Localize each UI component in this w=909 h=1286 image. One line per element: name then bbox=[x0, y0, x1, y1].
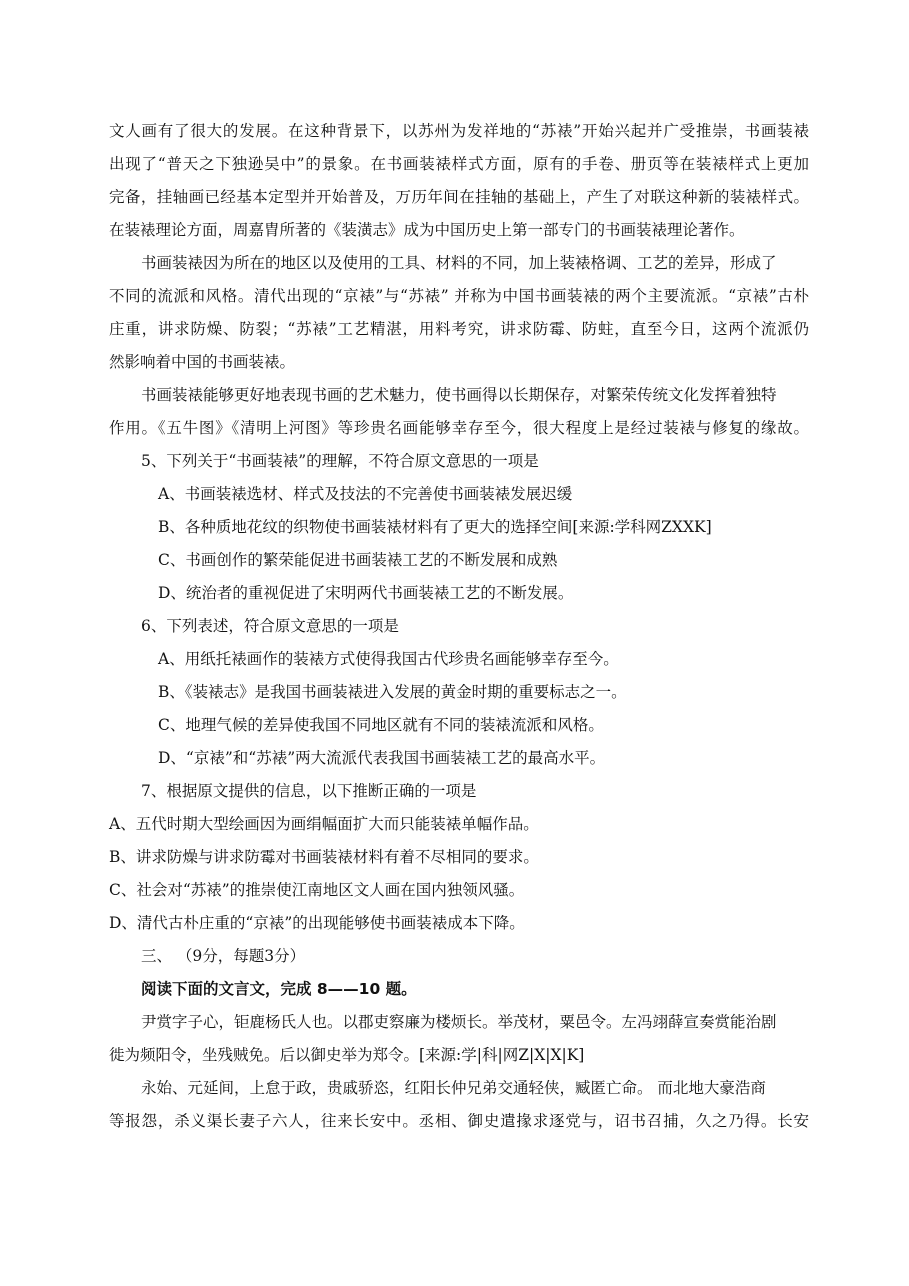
classical-text-line: 等报怨，杀义渠长妻子六人，往来长安中。丞相、御史遣掾求逐党与，诏书召捕，久之乃得。长安 bbox=[109, 1112, 809, 1130]
question-6-option-a: A、用纸托裱画作的装裱方式使得我国古代珍贵名画能够幸存至今。 bbox=[158, 650, 619, 668]
question-7-option-a: A、五代时期大型绘画因为画绢幅面扩大而只能装裱单幅作品。 bbox=[109, 815, 539, 833]
passage-line: 书画装裱因为所在的地区以及使用的工具、材料的不同，加上装裱格调、工艺的差异，形成了 bbox=[141, 254, 777, 272]
question-6-option-b: B、《装裱志》是我国书画装裱进入发展的黄金时期的重要标志之一。 bbox=[158, 683, 627, 701]
question-5-option-a: A、书画装裱选材、样式及技法的不完善使书画装裱发展迟缓 bbox=[158, 485, 573, 503]
classical-text-line: 永始、元延间，上怠于政，贵戚骄恣，红阳长仲兄弟交通轻侠，臧匿亡命。 而北地大豪浩商 bbox=[141, 1079, 766, 1097]
question-6-option-c: C、地理气候的差异使我国不同地区就有不同的装裱流派和风格。 bbox=[158, 716, 604, 734]
question-7-option-c: C、社会对“苏裱”的推崇使江南地区文人画在国内独领风骚。 bbox=[109, 881, 525, 899]
classical-text-line: 徙为频阳令，坐残贼免。后以御史举为郑令。[来源:学|科|网Z|X|X|K] bbox=[109, 1046, 585, 1064]
section-3-instruction: 阅读下面的文言文，完成 8——10 题。 bbox=[141, 980, 417, 998]
question-5-stem: 5、下列关于“书画装裱”的理解，不符合原文意思的一项是 bbox=[141, 452, 539, 470]
question-7-option-d: D、清代古朴庄重的“京裱”的出现能够使书画装裱成本下降。 bbox=[109, 914, 525, 932]
question-7-option-b: B、讲求防燥与讲求防霉对书画装裱材料有着不尽相同的要求。 bbox=[109, 848, 539, 866]
question-6-stem: 6、下列表述，符合原文意思的一项是 bbox=[141, 617, 399, 635]
question-5-option-d: D、统治者的重视促进了宋明两代书画装裱工艺的不断发展。 bbox=[158, 584, 574, 602]
passage-line: 书画装裱能够更好地表现书画的艺术魅力，使书画得以长期保存，对繁荣传统文化发挥着独特 bbox=[141, 386, 777, 404]
question-5-option-c: C、书画创作的繁荣能促进书画装裱工艺的不断发展和成熟 bbox=[158, 551, 558, 569]
passage-line: 在装裱理论方面，周嘉胄所著的《装潢志》成为中国历史上第一部专门的书画装裱理论著作。 bbox=[109, 221, 745, 239]
passage-line: 不同的流派和风格。清代出现的“京裱”与“苏裱” 并称为中国书画装裱的两个主要流派。“京裱”古朴 bbox=[109, 287, 809, 305]
question-7-stem: 7、根据原文提供的信息，以下推断正确的一项是 bbox=[141, 782, 477, 800]
question-5-option-b: B、各种质地花纹的织物使书画装裱材料有了更大的选择空间[来源:学科网ZXXK] bbox=[158, 518, 712, 536]
passage-line: 文人画有了很大的发展。在这种背景下，以苏州为发祥地的“苏裱”开始兴起并广受推崇，书画装裱 bbox=[109, 122, 809, 140]
classical-text-line: 尹赏字子心，钜鹿杨氏人也。以郡吏察廉为楼烦长。举茂材，粟邑令。左冯翊薛宣奏赏能治剧 bbox=[141, 1013, 777, 1031]
passage-line: 作用。《五牛图》《清明上河图》等珍贵名画能够幸存至今，很大程度上是经过装裱与修复的缘故。 bbox=[109, 419, 809, 437]
passage-line: 然影响着中国的书画装裱。 bbox=[109, 353, 296, 371]
passage-line: 出现了“普天之下独逊吴中”的景象。在书画装裱样式方面，原有的手卷、册页等在装裱样式上更加 bbox=[109, 155, 809, 173]
passage-line: 完备，挂轴画已经基本定型并开始普及，万历年间在挂轴的基础上，产生了对联这种新的装裱样式。 bbox=[109, 188, 809, 206]
passage-line: 庄重，讲求防燥、防裂；“苏裱”工艺精湛，用料考究，讲求防霉、防蛀，直至今日，这两个流派仍 bbox=[109, 320, 809, 338]
section-3-heading: 三、 （9分，每题3分） bbox=[141, 947, 306, 965]
question-6-option-d: D、“京裱”和“苏裱”两大流派代表我国书画装裱工艺的最高水平。 bbox=[158, 749, 606, 767]
